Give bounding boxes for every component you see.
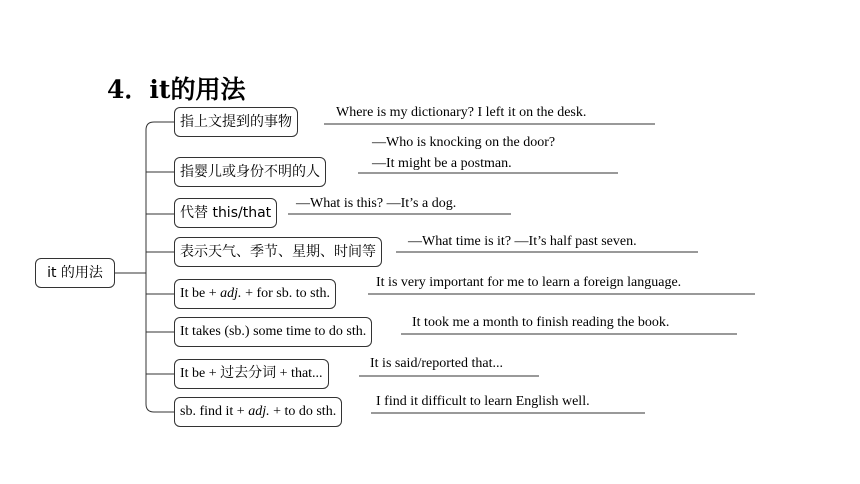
branch-node-this-that: 代替 this/that bbox=[174, 198, 277, 228]
branch-node-it-be-adj bbox=[174, 279, 336, 309]
label-italic: adj. bbox=[248, 404, 270, 419]
branch-node-it-takes: It takes (sb.) some time to do sth. bbox=[174, 317, 372, 347]
example-antecedent: Where is my dictionary? I left it on the desk. bbox=[336, 105, 587, 120]
root-node: it 的用法 bbox=[35, 258, 115, 288]
branch-node-find-it-adj bbox=[174, 397, 342, 427]
example-it-be-pp: It is said/reported that... bbox=[370, 356, 503, 371]
example-baby-unknown-line2: —It might be a postman. bbox=[372, 156, 512, 171]
branch-node-antecedent: 指上文提到的事物 bbox=[174, 107, 298, 137]
label-part: sb. find it + bbox=[180, 404, 249, 419]
branch-node-it-be-pp: It be + 过去分词 + that... bbox=[174, 359, 329, 389]
label-part: + to do sth. bbox=[269, 404, 337, 419]
label-italic: adj. bbox=[220, 286, 242, 301]
example-weather-time: —What time is it? —It’s half past seven. bbox=[408, 234, 637, 249]
example-baby-unknown-line1: —Who is knocking on the door? bbox=[372, 135, 556, 150]
example-it-takes: It took me a month to finish reading the book. bbox=[412, 315, 670, 330]
section-title: 4．it的用法 bbox=[107, 75, 246, 104]
example-it-be-adj: It is very important for me to learn a foreign language. bbox=[376, 275, 682, 290]
branch-node-weather-time: 表示天气、季节、星期、时间等 bbox=[174, 237, 382, 267]
label-part: It be + bbox=[180, 286, 221, 301]
example-find-it-adj: I find it difficult to learn English well. bbox=[376, 394, 590, 409]
example-this-that: —What is this? —It’s a dog. bbox=[296, 196, 457, 211]
label-part: + for sb. to sth. bbox=[241, 286, 330, 301]
branch-node-baby-unknown: 指婴儿或身份不明的人 bbox=[174, 157, 326, 187]
